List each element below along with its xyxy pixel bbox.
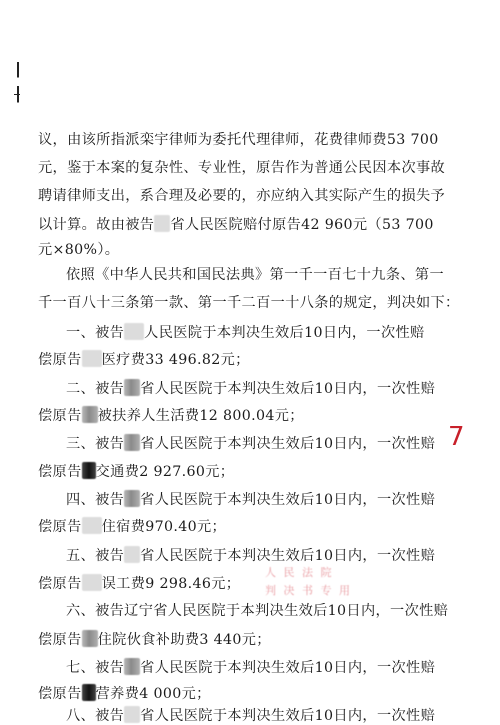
text-line: 元×80%）。: [38, 242, 120, 258]
redaction-mark: [124, 658, 140, 675]
text-line: 偿原告 误工费9 298.46元；: [38, 576, 241, 592]
redaction-mark: [82, 350, 102, 367]
text-line: 千一百八十三条第一款、第一千二百一十八条的规定，判决如下：: [38, 295, 460, 311]
text-line: 偿原告 营养费4 000元；: [38, 686, 211, 702]
judgment-item-7: 七、被告 省人民医院于本判决生效后10日内，一次性赔: [66, 660, 436, 676]
court-seal-stamp: 人 民 法 院 判 决 书 专 用: [265, 566, 352, 597]
page-number: 7: [448, 422, 465, 452]
judgment-item-1: 一、被告 人民医院于本判决生效后10日内，一次性赔: [66, 325, 425, 341]
text-line: 偿原告 交通费2 927.60元；: [38, 464, 235, 480]
text-line: 偿原告 住宿费970.40元；: [38, 519, 227, 535]
judgment-item-4: 四、被告 省人民医院于本判决生效后10日内，一次性赔: [66, 492, 436, 508]
judgment-item-3: 三、被告 省人民医院于本判决生效后10日内，一次性赔: [66, 436, 436, 452]
text-line: 偿原告 住院伙食补助费3 440元；: [38, 632, 271, 648]
redaction-mark: [82, 574, 102, 591]
binding-margin-tick: [14, 94, 20, 95]
redaction-mark: [124, 379, 140, 396]
redaction-mark: [124, 490, 140, 507]
redaction-mark: [124, 546, 140, 563]
text-line: 依照《中华人民共和国民法典》第一千一百七十九条、第一: [66, 267, 444, 283]
redaction-mark: [82, 517, 102, 534]
text-line: 以计算。故由被告 省人民医院赔付原告42 960元（53 700: [38, 217, 434, 233]
binding-margin-mark: [17, 62, 19, 132]
redaction-mark: [124, 706, 140, 723]
redaction-mark: [82, 630, 98, 647]
text-line: 元，鉴于本案的复杂性、专业性，原告作为普通公民因本次事故: [38, 160, 446, 176]
judgment-item-2: 二、被告 省人民医院于本判决生效后10日内，一次性赔: [66, 381, 436, 397]
redaction-mark: [124, 323, 144, 340]
judgment-item-8: 八、被告 省人民医院于本判决生效后10日内，一次性赔: [66, 708, 436, 724]
text-line: 偿原告 医疗费33 496.82元；: [38, 352, 250, 368]
judgment-item-5: 五、被告 省人民医院于本判决生效后10日内，一次性赔: [66, 548, 436, 564]
redaction-mark: [82, 406, 98, 423]
text-line: 议，由该所指派栾宇律师为委托代理律师，花费律师费53 700: [38, 132, 439, 148]
judgment-item-6: 六、被告辽宁省人民医院于本判决生效后10日内，一次性赔: [66, 603, 449, 619]
redaction-mark: [82, 462, 96, 479]
text-line: 聘请律师支出，系合理及必要的，亦应纳入其实际产生的损失予: [38, 188, 446, 204]
redaction-mark: [124, 434, 140, 451]
redaction-mark: [82, 684, 96, 701]
text-line: 偿原告 被扶养人生活费12 800.04元；: [38, 408, 304, 424]
redaction-mark: [154, 215, 170, 232]
